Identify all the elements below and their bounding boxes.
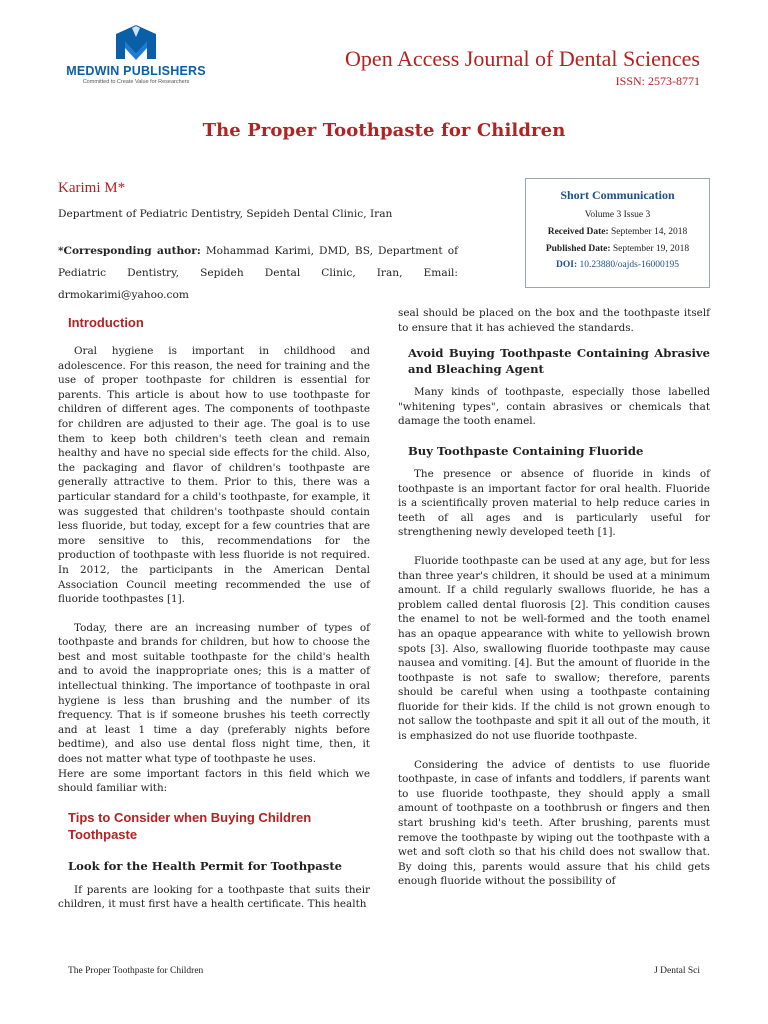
article-type: Short Communication	[560, 188, 675, 202]
received-date	[526, 227, 709, 237]
medwin-logo-icon	[113, 24, 159, 62]
publisher-name: MEDWIN PUBLISHERS	[66, 64, 206, 78]
author-name: Karimi M*	[58, 180, 126, 196]
fluoride-paragraph-2: Fluoride toothpaste can be used at any age, but for less than three year's children, it should be used at a minimum amount. If a child regularly swallows fluoride, he has a problem called dental fluorosis [2]. This condition causes the enamel to not be well-formed and the tooth enamel has an opaque appearance with white to yellowish brown spots [3]. Also, swallowing fluoride toothpaste may cause nausea and vomiting. [4]. But the amount of fluoride in the toothpaste is not safe to swallow; therefore, parents should be careful when using a toothpaste containing fluoride for their kids. If the child is not grown enough to not sallow the toothpaste and spit it all out of the mouth, it is emphasized do not use fluoride toothpaste.	[398, 554, 710, 743]
corresponding-label: *Corresponding author:	[58, 245, 201, 257]
doi[interactable]	[526, 260, 709, 270]
tips-heading: Tips to Consider when Buying Children Toothpaste	[68, 809, 312, 842]
doi-label: DOI:	[556, 260, 578, 270]
footer-article-title: The Proper Toothpaste for Children	[68, 966, 204, 976]
received-value: September 14, 2018	[608, 227, 688, 237]
received-label: Received Date:	[547, 227, 609, 237]
corresponding-text: Mohammad Karimi, DMD, BS, Department of Pediatric Dentistry, Sepideh Dental Clinic, Iran, Email: drmokarimi@yahoo.com	[58, 245, 458, 301]
published-label: Published Date:	[545, 244, 611, 254]
doi-value[interactable]: 10.23880/oajds-16000195	[577, 260, 679, 270]
health-permit-heading: Look for the Health Permit for Toothpaste	[68, 858, 343, 873]
article-title: The Proper Toothpaste for Children	[202, 120, 566, 141]
volume-issue: Volume 3 Issue 3	[584, 210, 651, 220]
fluoride-paragraph-1: The presence or absence of fluoride in kinds of toothpaste is an important factor for oral health. Fluoride is a scientifically proven material to help reduce caries in teeth of all ages and is particularly useful for strengthening newly developed teeth [1].	[398, 467, 710, 539]
author-affiliation: Department of Pediatric Dentistry, Sepideh Dental Clinic, Iran	[58, 208, 393, 220]
footer-journal-abbrev: J Dental Sci	[654, 966, 700, 976]
journal-issn: ISSN: 2573-8771	[615, 74, 700, 88]
intro-paragraph-3: Here are some important factors in this field which we should familiar with:	[58, 767, 370, 795]
health-permit-paragraph: If parents are looking for a toothpaste that suits their children, it must first have a health certificate. This health	[58, 883, 370, 911]
right-column	[398, 306, 710, 889]
corresponding-author	[58, 240, 458, 306]
abrasive-paragraph: Many kinds of toothpaste, especially those labelled "whitening types", contain abrasives or chemicals that damage the tooth enamel.	[398, 386, 710, 428]
intro-paragraph-1: Oral hygiene is important in childhood and adolescence. For this reason, the need for training and the use of proper toothpaste for children is essential for parents. This article is about how to use toothpaste for children of different ages. The components of toothpaste for children are adjusted to their age. The goal is to use them to keep both children's teeth clean and remain healthy and have no special side effects for the child. Also, the packaging and flavor of children's toothpaste are generally attractive to them. Prior to this, there was a particular standard for a child's toothpaste, for example, it was suggested that children's toothpaste should contain less fluoride, but today, except for a few countries that are more sensitive to this, recommendations for the production of toothpaste with less fluoride is not required. In 2012, the participants in the American Dental Association Council meeting recommended the use of fluoride toothpastes [1].	[58, 345, 370, 606]
publisher-tagline: Committed to Create Value for Researchers	[82, 79, 190, 85]
health-permit-continued: seal should be placed on the box and the toothpaste itself to ensure that it has achieved the standards.	[398, 307, 710, 334]
journal-title: Open Access Journal of Dental Sciences	[345, 46, 700, 71]
abrasive-heading: Avoid Buying Toothpaste Containing Abrasive and Bleaching Agent	[408, 346, 710, 377]
publisher-logo	[56, 24, 216, 85]
left-column	[58, 306, 370, 912]
article-info-box	[525, 178, 710, 288]
published-value: September 19, 2018	[610, 244, 690, 254]
fluoride-paragraph-3: Considering the advice of dentists to use fluoride toothpaste, in case of infants and toddlers, if parents want to use fluoride toothpaste, they should apply a small amount of toothpaste on a toothbrush or fingers and then start brushing kid's teeth. After brushing, parents must remove the toothpaste by wiping out the toothpaste with a wet and soft cloth so that his child does not swallow that. By doing this, parents would assure that his child gets enough fluoride without the possibility of	[398, 758, 710, 888]
fluoride-heading: Buy Toothpaste Containing Fluoride	[408, 443, 644, 458]
intro-paragraph-2: Today, there are an increasing number of types of toothpaste and brands for children, but how to choose the best and most suitable toothpaste for the child's health and to avoid the inappropriate ones; this is a matter of intellectual thinking. The importance of toothpaste in oral hygiene is less than brushing and the number of its frequency. That is if someone brushes his teeth correctly and at least 1 time a day (preferably nights before bedtime), and also use dental floss night time, then, it does not matter what type of toothpaste he uses.	[58, 621, 370, 766]
published-date	[526, 244, 709, 254]
introduction-heading: Introduction	[68, 315, 144, 330]
